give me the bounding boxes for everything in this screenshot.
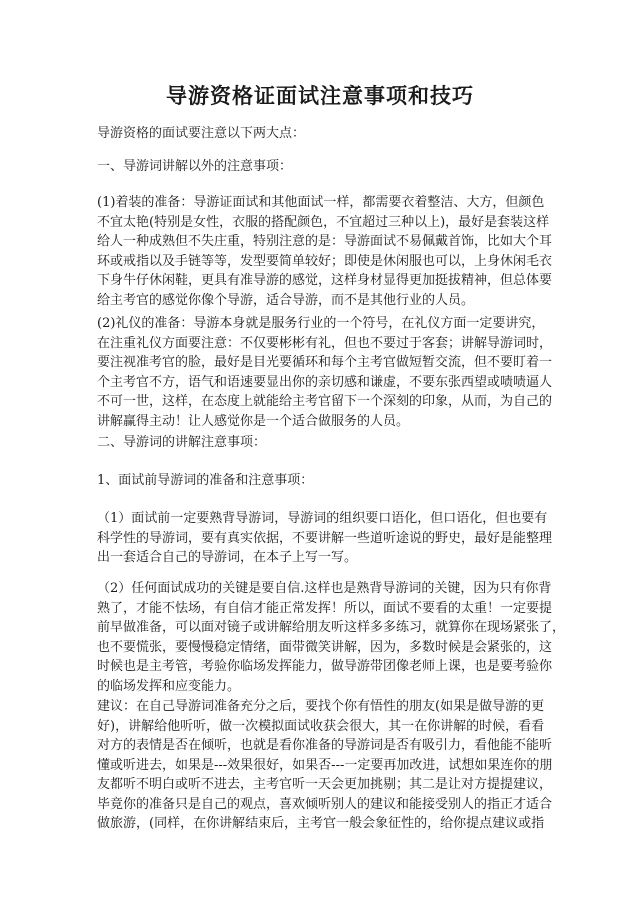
paragraph-confidence	[97, 579, 566, 696]
paragraph-memorize	[97, 509, 553, 568]
paragraph-line: 友都听不明白或听不进去，主考官听一天会更加挑剔；其二是让对方提提建议，	[97, 777, 553, 792]
paragraph-line: 的临场发挥和应变能力。	[97, 678, 241, 694]
paragraph-line: 毕竟你的准备只是自己的观点，喜欢倾听别人的建议和能接受别人的指正才适合	[97, 796, 553, 812]
paragraph-etiquette	[97, 314, 553, 431]
paragraph-line: 科学性的导游词，要有真实依据，不要讲解一些道听途说的野史，最好是能整理	[97, 530, 553, 546]
paragraph-line: 对方的表情是否在倾听，也就是看你准备的导游词是否有吸引力，看他能不能听	[97, 738, 553, 753]
paragraph-line: 讲解赢得主动！让人感觉你是一个适合做服务的人员。	[97, 413, 410, 429]
paragraph-line: (2)礼仪的准备：导游本身就是服务行业的一个符号，在礼仪方面一定要讲究，	[97, 316, 545, 331]
section1-heading: 一、导游词讲解以外的注意事项：	[97, 159, 293, 174]
document-title: 导游资格证面试注意事项和技巧	[166, 83, 474, 108]
paragraph-line: 环或戒指以及手链等等，发型要简单较好；即使是休闲服也可以，上身休闲毛衣	[97, 253, 553, 269]
paragraph-line: （2）任何面试成功的关键是要自信.这样也是熟背导游词的关键，因为只有你背	[97, 581, 552, 596]
paragraph-line: 在注重礼仪方面要注意：不仅要彬彬有礼，但也不要过于客套；讲解导游词时，	[97, 335, 553, 351]
paragraph-line: 前早做准备，可以面对镜子或讲解给朋友听这样多多练习，就算你在现场紧张了，	[97, 620, 566, 635]
paragraph-line: 下身牛仔休闲鞋，更具有准导游的感觉，这样身材显得更加挺拔精神，但总体要	[97, 273, 553, 288]
paragraph-line: 也不要慌张，要慢慢稳定情绪，面带微笑讲解，因为，多数时候是会紧张的，这	[97, 639, 553, 655]
paragraph-line: 不可一世，这样，在态度上就能给主考官留下一个深刻的印象，从而，为自己的	[97, 394, 553, 409]
paragraph-line: 懂或听进去，如果是---效果很好，如果否---一定要再加改进，试想如果连你的朋	[97, 757, 553, 773]
paragraph-line: 做旅游，(同样，在你讲解结束后，主考官一般会象征性的，给你提点建议或指	[97, 816, 545, 831]
paragraph-line: 建议：在自己导游词准备充分之后，要找个你有悟性的朋友(如果是做导游的更	[97, 699, 545, 714]
paragraph-line: 熟了，才能不怯场，有自信才能正常发挥！所以，面试不要看的太重！一定要提	[97, 600, 553, 616]
intro-text: 导游资格的面试要注意以下两大点：	[97, 126, 306, 141]
paragraph-line: 不宜太艳(特别是女性，衣服的搭配颜色，不宜超过三种以上)，最好是套装这样	[97, 214, 550, 230]
paragraph-line: 要注视准考官的脸，最好是目光要循环和每个主考官做短暂交流，但不要盯着一	[97, 355, 553, 370]
paragraph-line: 给主考官的感觉你像个导游，适合导游，而不是其他行业的人员。	[97, 292, 475, 308]
paragraph-line: 好)，讲解给他听听，做一次模拟面试收获会很大，其一在你讲解的时候，看看	[97, 718, 545, 734]
paragraph-attire	[97, 193, 553, 310]
paragraph-suggestion	[97, 697, 553, 834]
section2-heading: 二、导游词的讲解注意事项：	[97, 435, 267, 450]
paragraph-line: 时候也是主考管，考验你临场发挥能力，做导游带团像老师上课，也是要考验你	[97, 659, 553, 674]
paragraph-line: 个主考官不方，语气和语速要显出你的亲切感和谦虚，不要东张西望或啧啧逼人	[97, 374, 553, 390]
subsection1-heading: 1、面试前导游词的准备和注意事项：	[97, 473, 314, 488]
paragraph-line: (1)着装的准备：导游证面试和其他面试一样，都需要衣着整洁、大方，但颜色	[97, 195, 545, 210]
paragraph-line: 给人一种成熟但不失庄重，特别注意的是：导游面试不易佩戴首饰，比如大个耳	[97, 234, 553, 249]
paragraph-line: 出一套适合自己的导游词，在本子上写一写。	[97, 550, 358, 565]
paragraph-line: （1）面试前一定要熟背导游词，导游词的组织要口语化，但口语化，但也要有	[97, 511, 548, 526]
